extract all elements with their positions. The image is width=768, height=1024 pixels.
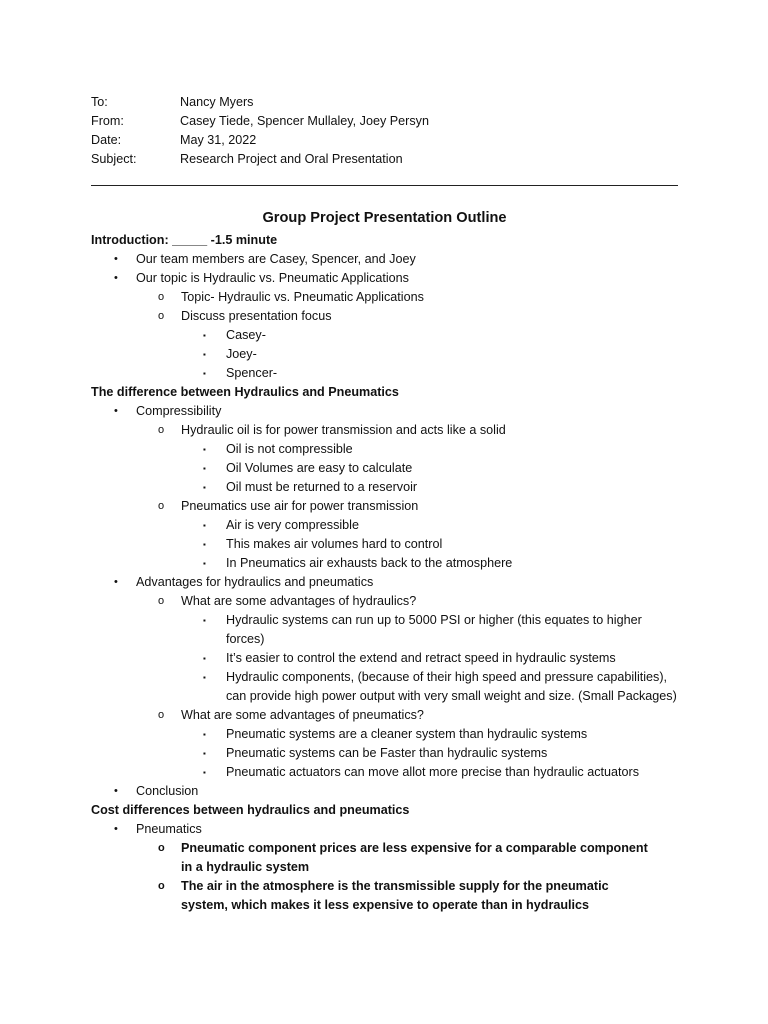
outline-item-text: Topic- Hydraulic vs. Pneumatic Applications [181, 290, 424, 304]
outline-item [91, 459, 691, 478]
bullet-circle-icon: o [158, 500, 165, 512]
outline-item-text: The air in the atmosphere is the transmissible supply for the pneumatic system, which makes it less expensive to operate than in hydraulics [181, 879, 609, 912]
outline-item-text: Pneumatic component prices are less expensive for a comparable component in a hydraulic system [181, 841, 648, 874]
bullet-disc-icon: • [114, 272, 118, 284]
outline-item [91, 820, 691, 839]
bullet-square-icon: ▪ [203, 350, 206, 359]
bullet-square-icon: ▪ [203, 654, 206, 663]
outline-item-text: Hydraulic systems can run up to 5000 PSI or higher (this equates to higher forces) [226, 613, 642, 646]
bullet-circle-icon: o [158, 709, 165, 721]
outline-item-text: Oil Volumes are easy to calculate [226, 461, 413, 475]
memo-to-row [91, 93, 429, 112]
memo-from-row [91, 112, 429, 131]
outline-item-text: It’s easier to control the extend and retract speed in hydraulic systems [226, 651, 616, 665]
outline-item-text: Our team members are Casey, Spencer, and Joey [136, 252, 416, 266]
outline-item-text: Hydraulic components, (because of their high speed and pressure capabilities), can provide high power output with very small weight and size. (Small Packages) [226, 670, 677, 703]
bullet-square-icon: ▪ [203, 521, 206, 530]
outline-item-text: Oil is not compressible [226, 442, 353, 456]
bullet-square-icon: ▪ [203, 540, 206, 549]
outline-item-text: Pneumatics use air for power transmission [181, 499, 419, 513]
bullet-square-icon: ▪ [203, 331, 206, 340]
memo-date-label: Date: [91, 133, 122, 147]
outline-item-text: The difference between Hydraulics and Pneumatics [91, 385, 399, 399]
outline-item [91, 288, 691, 307]
outline-item [91, 763, 691, 782]
outline-item [91, 383, 691, 402]
outline-item-text: Introduction: _____ -1.5 minute [91, 233, 278, 247]
bullet-square-icon: ▪ [203, 559, 206, 568]
outline-item-text: Cost differences between hydraulics and pneumatics [91, 803, 410, 817]
bullet-disc-icon: • [114, 823, 118, 835]
memo-date-row [91, 131, 429, 150]
bullet-circle-icon: o [158, 880, 165, 892]
bullet-square-icon: ▪ [203, 483, 206, 492]
bullet-square-icon: ▪ [203, 673, 206, 682]
outline-item-text: What are some advantages of hydraulics? [181, 594, 417, 608]
outline-item-text: Advantages for hydraulics and pneumatics [136, 575, 374, 589]
outline-item [91, 649, 691, 668]
memo-subject-value: Research Project and Oral Presentation [180, 152, 403, 166]
outline-item-text: Pneumatic actuators can move allot more precise than hydraulic actuators [226, 765, 639, 779]
bullet-square-icon: ▪ [203, 464, 206, 473]
outline-item-text: Pneumatic systems can be Faster than hydraulic systems [226, 746, 548, 760]
memo-header [91, 93, 429, 169]
outline-item-text: What are some advantages of pneumatics? [181, 708, 424, 722]
bullet-disc-icon: • [114, 576, 118, 588]
bullet-circle-icon: o [158, 424, 165, 436]
outline-item-text: In Pneumatics air exhausts back to the atmosphere [226, 556, 513, 570]
outline-item [91, 668, 691, 706]
outline-item [91, 250, 691, 269]
memo-from-label: From: [91, 114, 124, 128]
bullet-circle-icon: o [158, 310, 165, 322]
bullet-circle-icon: o [158, 595, 165, 607]
presentation-outline [91, 231, 691, 915]
bullet-disc-icon: • [114, 405, 118, 417]
outline-item [91, 877, 691, 915]
outline-item [91, 592, 691, 611]
outline-item [91, 364, 691, 383]
outline-item [91, 725, 691, 744]
outline-item-text: Compressibility [136, 404, 222, 418]
bullet-square-icon: ▪ [203, 730, 206, 739]
outline-item [91, 535, 691, 554]
bullet-square-icon: ▪ [203, 749, 206, 758]
bullet-circle-icon: o [158, 291, 165, 303]
bullet-square-icon: ▪ [203, 768, 206, 777]
outline-item [91, 421, 691, 440]
outline-item [91, 744, 691, 763]
outline-item-text: Discuss presentation focus [181, 309, 332, 323]
outline-item [91, 782, 691, 801]
outline-item [91, 478, 691, 497]
outline-item [91, 497, 691, 516]
outline-item-text: Casey- [226, 328, 266, 342]
outline-item [91, 801, 691, 820]
outline-item-text: Hydraulic oil is for power transmission and acts like a solid [181, 423, 506, 437]
bullet-square-icon: ▪ [203, 616, 206, 625]
bullet-circle-icon: o [158, 842, 165, 854]
outline-item-text: This makes air volumes hard to control [226, 537, 443, 551]
document-title: Group Project Presentation Outline [262, 210, 507, 226]
memo-to-value: Nancy Myers [180, 95, 254, 109]
memo-subject-row [91, 150, 429, 169]
outline-item [91, 839, 691, 877]
outline-item-text: Pneumatic systems are a cleaner system than hydraulic systems [226, 727, 588, 741]
outline-item [91, 402, 691, 421]
memo-subject-label: Subject: [91, 152, 137, 166]
memo-from-value: Casey Tiede, Spencer Mullaley, Joey Persyn [180, 114, 429, 128]
outline-item-text: Spencer- [226, 366, 278, 380]
bullet-disc-icon: • [114, 785, 118, 797]
outline-item [91, 516, 691, 535]
outline-item [91, 573, 691, 592]
outline-item [91, 326, 691, 345]
outline-item [91, 611, 691, 649]
outline-item-text: Joey- [226, 347, 257, 361]
outline-item [91, 440, 691, 459]
memo-date-value: May 31, 2022 [180, 133, 257, 147]
outline-item-text: Our topic is Hydraulic vs. Pneumatic Applications [136, 271, 409, 285]
bullet-disc-icon: • [114, 253, 118, 265]
outline-item-text: Pneumatics [136, 822, 202, 836]
outline-item [91, 554, 691, 573]
outline-item [91, 231, 691, 250]
header-divider [91, 185, 678, 186]
outline-item-text: Conclusion [136, 784, 199, 798]
bullet-square-icon: ▪ [203, 445, 206, 454]
outline-item [91, 706, 691, 725]
memo-to-label: To: [91, 95, 108, 109]
outline-item [91, 269, 691, 288]
outline-item-text: Air is very compressible [226, 518, 359, 532]
outline-item [91, 307, 691, 326]
outline-item-text: Oil must be returned to a reservoir [226, 480, 418, 494]
bullet-square-icon: ▪ [203, 369, 206, 378]
outline-item [91, 345, 691, 364]
